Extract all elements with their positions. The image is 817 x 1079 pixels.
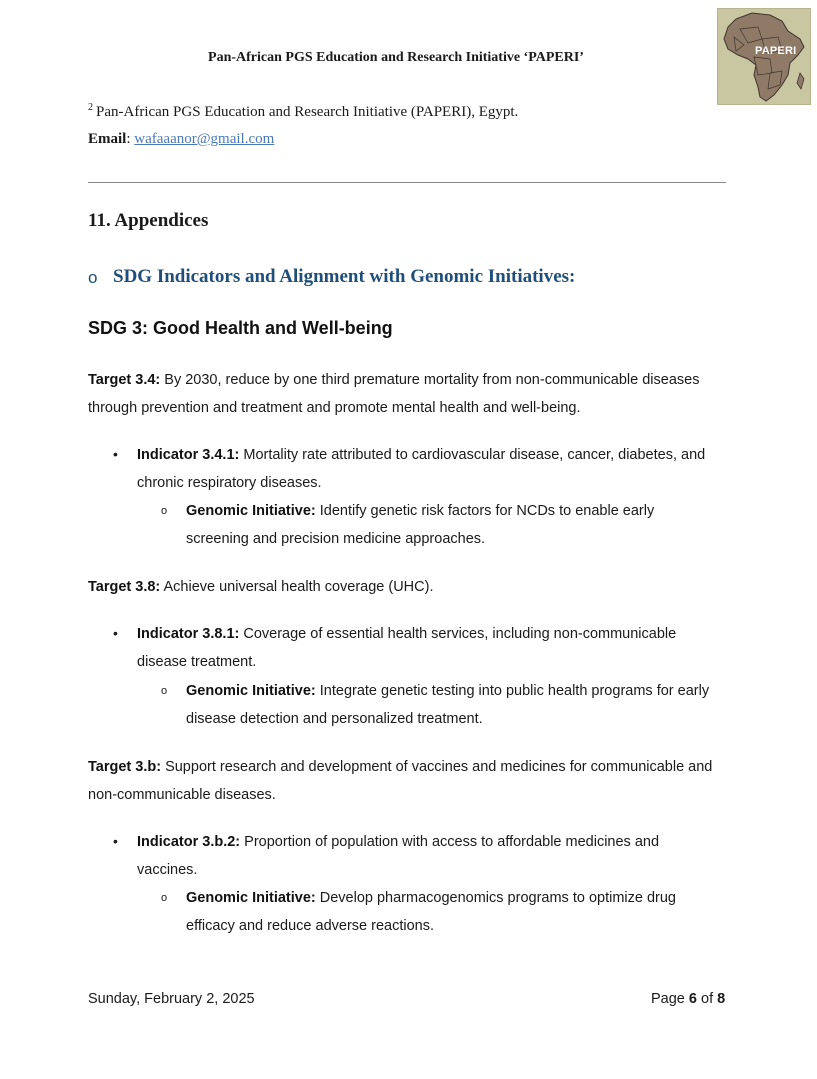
footer-date: Sunday, February 2, 2025	[88, 991, 255, 1007]
target-text: By 2030, reduce by one third premature mortality from non-communicable diseases	[160, 372, 700, 388]
sdg-goal-heading: SDG 3: Good Health and Well-being	[88, 318, 393, 338]
indicator-text-continued: vaccines.	[137, 862, 198, 878]
initiative-text: Integrate genetic testing into public health programs for early	[315, 683, 710, 699]
initiative-text: Identify genetic risk factors for NCDs to enable early	[315, 503, 655, 519]
subsection-heading: SDG Indicators and Alignment with Genomic Initiatives:	[113, 266, 576, 287]
indicator-text: Mortality rate attributed to cardiovascular disease, cancer, diabetes, and	[239, 447, 706, 463]
target-text-continued: through prevention and treatment and promote mental health and well-being.	[88, 400, 581, 416]
initiative-label: Genomic Initiative:	[186, 890, 316, 906]
bullet-dot-icon: •	[113, 833, 118, 849]
email-separator: :	[126, 131, 135, 147]
email-link[interactable]: wafaaanor@gmail.com	[134, 131, 275, 147]
hollow-circle-bullet-icon: o	[161, 685, 168, 697]
hollow-circle-bullet-icon: o	[161, 892, 168, 904]
indicator-item	[137, 620, 747, 676]
indicator-text-continued: disease treatment.	[137, 654, 257, 670]
genomic-initiative-item	[186, 884, 746, 940]
page-prefix: Page	[651, 991, 689, 1007]
indicator-label: Indicator 3.8.1:	[137, 626, 240, 642]
affiliation-text: Pan-African PGS Education and Research Initiative (PAPERI), Egypt.	[96, 104, 519, 120]
indicator-item	[137, 828, 747, 884]
africa-map-icon	[718, 9, 811, 105]
target-label: Target 3.8:	[88, 579, 161, 595]
bullet-dot-icon: •	[113, 625, 118, 641]
hollow-circle-bullet-icon: o	[161, 505, 168, 517]
indicator-text: Coverage of essential health services, including non-communicable	[239, 626, 677, 642]
genomic-initiative-item	[186, 677, 746, 733]
bullet-dot-icon: •	[113, 446, 118, 462]
initiative-text-continued: screening and precision medicine approaches.	[186, 531, 486, 547]
target-label: Target 3.4:	[88, 372, 161, 388]
email-label: Email	[88, 131, 127, 147]
initiative-text: Develop pharmacogenomics programs to optimize drug	[315, 890, 676, 906]
page-total: 8	[717, 991, 726, 1007]
footer-page-number	[651, 991, 725, 1007]
affiliation-line	[88, 102, 518, 121]
indicator-text-continued: chronic respiratory diseases.	[137, 475, 322, 491]
indicator-label: Indicator 3.4.1:	[137, 447, 240, 463]
target-text: Support research and development of vaccines and medicines for communicable and	[161, 759, 713, 775]
indicator-label: Indicator 3.b.2:	[137, 834, 241, 850]
paperi-logo	[717, 8, 811, 105]
initiative-text-continued: efficacy and reduce adverse reactions.	[186, 918, 434, 934]
indicator-text: Proportion of population with access to affordable medicines and	[240, 834, 660, 850]
initiative-text-continued: disease detection and personalized treatment.	[186, 711, 483, 727]
target-label: Target 3.b:	[88, 759, 162, 775]
email-line	[88, 131, 274, 148]
target-text-continued: non-communicable diseases.	[88, 787, 276, 803]
initiative-label: Genomic Initiative:	[186, 503, 316, 519]
logo-label: PAPERI	[755, 45, 797, 57]
target-paragraph	[88, 753, 748, 809]
indicator-item	[137, 441, 747, 497]
section-heading: 11. Appendices	[88, 210, 209, 231]
target-paragraph	[88, 366, 748, 422]
footnote-marker: 2	[88, 102, 93, 113]
target-paragraph	[88, 573, 748, 601]
horizontal-divider	[88, 182, 726, 183]
hollow-circle-bullet-icon: o	[88, 268, 98, 287]
document-header-title: Pan-African PGS Education and Research Initiative ‘PAPERI’	[208, 50, 584, 65]
initiative-label: Genomic Initiative:	[186, 683, 316, 699]
genomic-initiative-item	[186, 497, 746, 553]
page-of: of	[696, 991, 718, 1007]
page-current: 6	[688, 991, 697, 1007]
target-text: Achieve universal health coverage (UHC).	[160, 579, 434, 595]
